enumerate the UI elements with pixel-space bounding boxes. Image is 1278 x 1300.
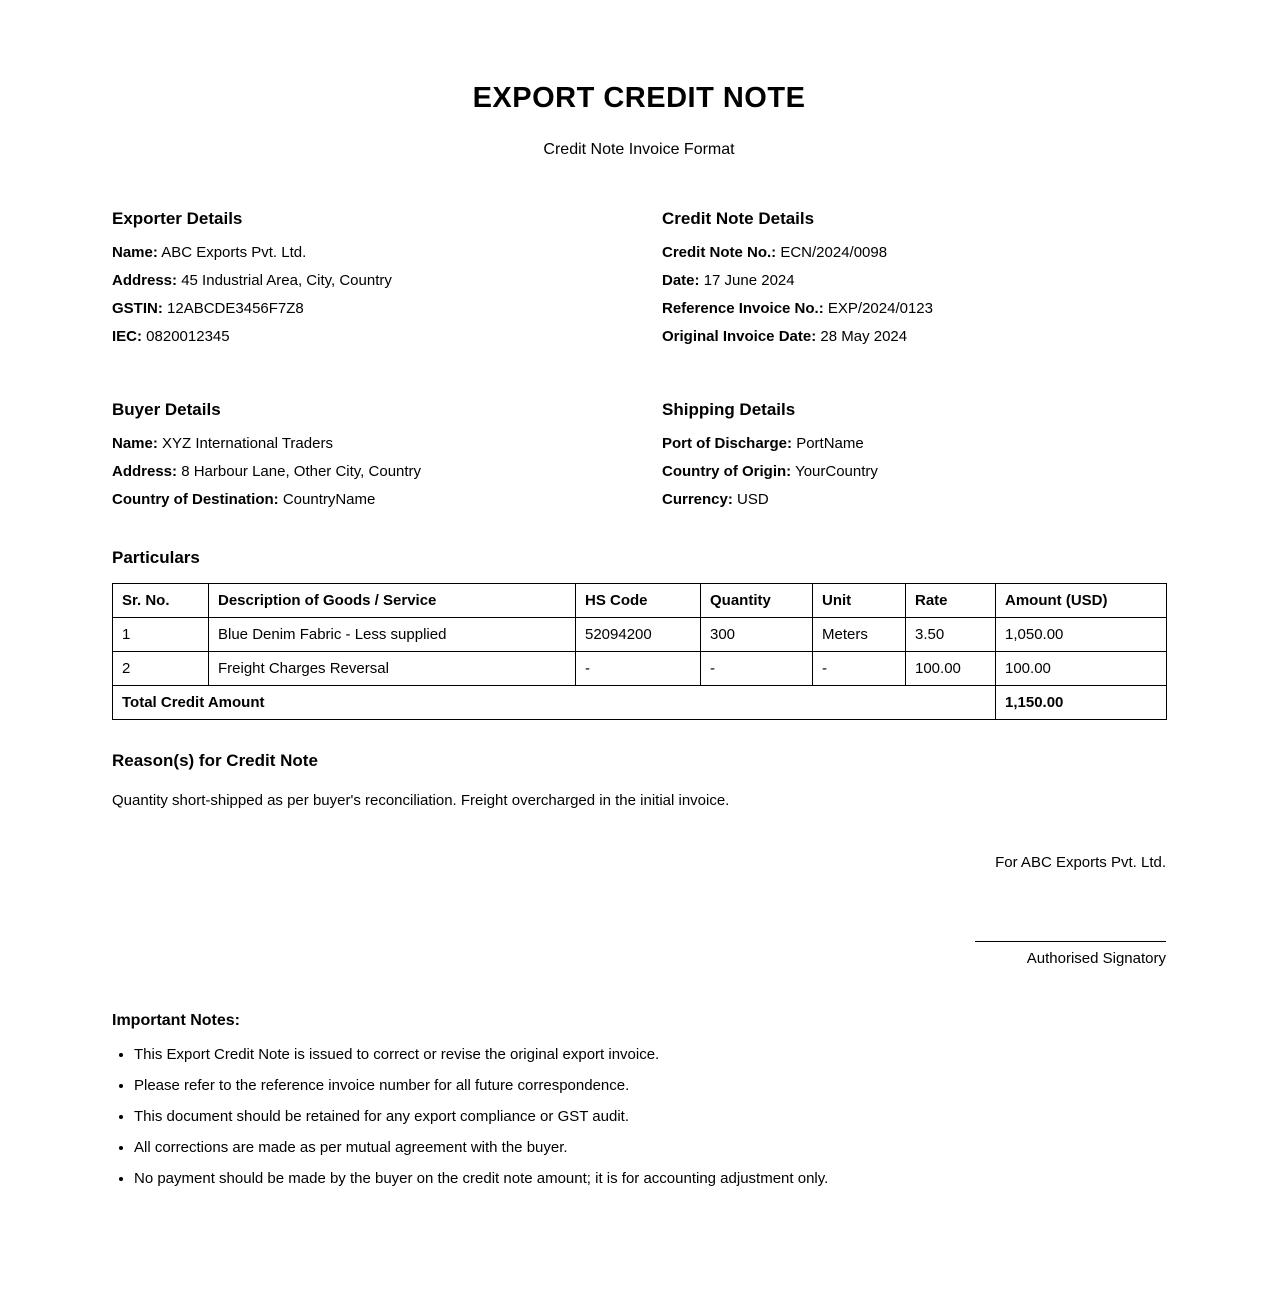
country-of-destination-field	[112, 491, 662, 509]
exporter-address-field	[112, 272, 662, 290]
note-item: • Please refer to the reference invoice number for all future correspondence.	[134, 1077, 1166, 1095]
field-label: GSTIN:	[112, 300, 163, 317]
credit-note-date-field	[662, 272, 1166, 290]
authorised-signatory-label: Authorised Signatory	[1026, 950, 1166, 967]
field-value: USD	[737, 491, 769, 508]
field-label: Name:	[112, 435, 158, 452]
document-title: EXPORT CREDIT NOTE	[472, 82, 806, 114]
field-label: Country of Destination:	[112, 491, 279, 508]
field-value: XYZ International Traders	[162, 435, 333, 452]
column-header-sr-no: Sr. No.	[113, 584, 209, 618]
document-content	[112, 0, 1166, 1188]
cell-hs-code: 52094200	[576, 618, 701, 652]
note-item: • No payment should be made by the buyer on the credit note amount; it is for accounting adjustment only.	[134, 1170, 1166, 1188]
cell-unit: Meters	[813, 618, 906, 652]
field-label: Date:	[662, 272, 700, 289]
details-row-bottom	[112, 400, 1166, 519]
particulars-heading: Particulars	[112, 548, 200, 567]
cell-hs-code: -	[576, 652, 701, 686]
cell-quantity: 300	[701, 618, 813, 652]
table-row	[113, 652, 1167, 686]
cell-unit: -	[813, 652, 906, 686]
field-value: YourCountry	[795, 463, 878, 480]
original-invoice-date-field	[662, 328, 1166, 346]
credit-note-details-section	[662, 209, 1166, 356]
cell-rate: 100.00	[906, 652, 996, 686]
exporter-details-heading: Exporter Details	[112, 209, 243, 228]
signature-line	[975, 941, 1166, 942]
column-header-rate: Rate	[906, 584, 996, 618]
field-value: PortName	[796, 435, 864, 452]
important-notes-heading: Important Notes:	[112, 1012, 240, 1029]
exporter-gstin-field	[112, 300, 662, 318]
country-of-origin-field	[662, 463, 1166, 481]
shipping-details-heading: Shipping Details	[662, 400, 796, 419]
field-label: Address:	[112, 272, 178, 289]
note-item: • This document should be retained for any export compliance or GST audit.	[134, 1108, 1166, 1126]
buyer-details-section	[112, 400, 662, 519]
total-row	[113, 686, 1167, 720]
field-label: IEC:	[112, 328, 142, 345]
field-label: Currency:	[662, 491, 733, 508]
field-value: ECN/2024/0098	[780, 244, 888, 261]
field-label: Port of Discharge:	[662, 435, 793, 452]
column-header-hs-code: HS Code	[576, 584, 701, 618]
particulars-table	[112, 583, 1167, 720]
field-value: 12ABCDE3456F7Z8	[167, 300, 304, 317]
cell-amount: 1,050.00	[996, 618, 1167, 652]
buyer-details-heading: Buyer Details	[112, 400, 221, 419]
reference-invoice-field	[662, 300, 1166, 318]
cell-quantity: -	[701, 652, 813, 686]
table-header-row	[113, 584, 1167, 618]
shipping-details-section	[662, 400, 1166, 519]
cell-sr-no: 2	[113, 652, 209, 686]
field-label: Country of Origin:	[662, 463, 792, 480]
field-label: Address:	[112, 463, 178, 480]
buyer-address-field	[112, 463, 662, 481]
cell-sr-no: 1	[113, 618, 209, 652]
field-value: EXP/2024/0123	[827, 300, 933, 317]
column-header-amount: Amount (USD)	[996, 584, 1167, 618]
field-value: 28 May 2024	[820, 328, 908, 345]
reason-text: Quantity short-shipped as per buyer's reconciliation. Freight overcharged in the initial invoice.	[112, 792, 730, 809]
cell-description: Blue Denim Fabric - Less supplied	[209, 618, 576, 652]
document-subtitle: Credit Note Invoice Format	[543, 141, 735, 158]
total-credit-amount-label: Total Credit Amount	[113, 686, 996, 720]
field-value: 0820012345	[146, 328, 230, 345]
column-header-unit: Unit	[813, 584, 906, 618]
exporter-iec-field	[112, 328, 662, 346]
field-label: Original Invoice Date:	[662, 328, 817, 345]
cell-description: Freight Charges Reversal	[209, 652, 576, 686]
field-value: CountryName	[282, 491, 376, 508]
buyer-name-field	[112, 435, 662, 453]
credit-note-details-heading: Credit Note Details	[662, 209, 815, 228]
field-value: 45 Industrial Area, City, Country	[181, 272, 392, 289]
field-value: 17 June 2024	[703, 272, 795, 289]
exporter-details-section	[112, 209, 662, 356]
important-notes-list	[112, 1046, 1166, 1188]
details-row-top	[112, 209, 1166, 356]
cell-rate: 3.50	[906, 618, 996, 652]
note-item: • All corrections are made as per mutual agreement with the buyer.	[134, 1139, 1166, 1157]
note-item: • This Export Credit Note is issued to correct or revise the original export invoice.	[134, 1046, 1166, 1064]
total-credit-amount-value: 1,150.00	[996, 686, 1167, 720]
field-value: 8 Harbour Lane, Other City, Country	[181, 463, 422, 480]
port-of-discharge-field	[662, 435, 1166, 453]
reason-heading: Reason(s) for Credit Note	[112, 751, 318, 770]
field-value: ABC Exports Pvt. Ltd.	[161, 244, 307, 261]
signature-for-line: For ABC Exports Pvt. Ltd.	[995, 854, 1166, 871]
column-header-quantity: Quantity	[701, 584, 813, 618]
signature-block	[112, 854, 1166, 968]
table-row	[113, 618, 1167, 652]
column-header-description: Description of Goods / Service	[209, 584, 576, 618]
exporter-name-field	[112, 244, 662, 262]
cell-amount: 100.00	[996, 652, 1167, 686]
currency-field	[662, 491, 1166, 509]
field-label: Reference Invoice No.:	[662, 300, 824, 317]
field-label: Credit Note No.:	[662, 244, 777, 261]
credit-note-no-field	[662, 244, 1166, 262]
field-label: Name:	[112, 244, 158, 261]
